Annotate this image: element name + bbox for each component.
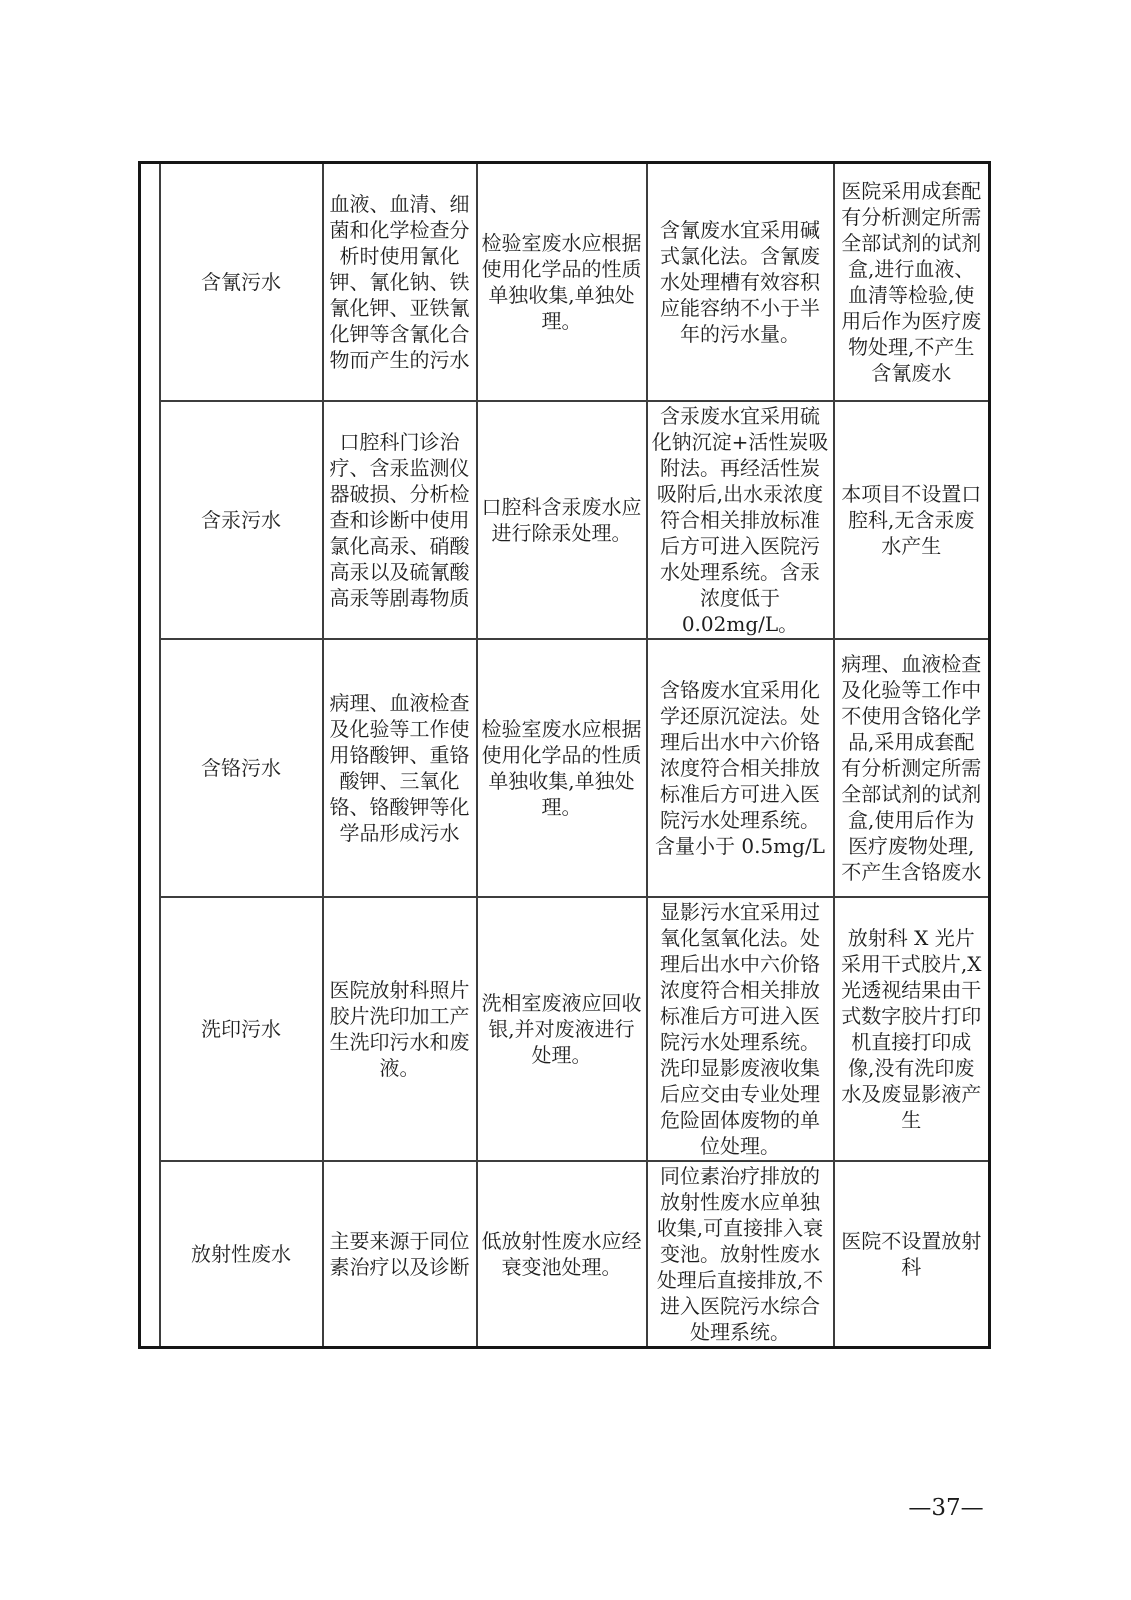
cell-r5-collection: 低放射性废水应经衰变池处理。 <box>477 1161 647 1348</box>
table-row <box>140 897 990 1161</box>
cell-r1-treatment: 含氰废水宜采用碱式氯化法。含氰废水处理槽有效容积应能容纳不小于半年的污水量。 <box>647 163 834 401</box>
cell-r5-source: 主要来源于同位素治疗以及诊断 <box>323 1161 477 1348</box>
table-row <box>140 639 990 897</box>
cell-r2-collection: 口腔科含汞废水应进行除汞处理。 <box>477 401 647 639</box>
cell-r1-collection: 检验室废水应根据使用化学品的性质单独收集,单独处理。 <box>477 163 647 401</box>
wastewater-table <box>138 161 991 1349</box>
page-number: —37— <box>908 1495 984 1521</box>
cell-r1-remark: 医院采用成套配有分析测定所需全部试剂的试剂盒,进行血液、血清等检验,使用后作为医疗废物处理,不产生含氰废水 <box>834 163 990 401</box>
cell-r1-source: 血液、血清、细菌和化学检查分析时使用氰化钾、氰化钠、铁氰化钾、亚铁氰化钾等含氰化合物而产生的污水 <box>323 163 477 401</box>
cell-r5-remark: 医院不设置放射科 <box>834 1161 990 1348</box>
cell-r5-category: 放射性废水 <box>160 1161 323 1348</box>
table-row <box>140 401 990 639</box>
cell-r4-treatment: 显影污水宜采用过氧化氢氧化法。处理后出水中六价铬浓度符合相关排放标准后方可进入医院污水处理系统。洗印显影废液收集后应交由专业处理危险固体废物的单位处理。 <box>647 897 834 1161</box>
cell-r1-category: 含氰污水 <box>160 163 323 401</box>
cell-r3-treatment: 含铬废水宜采用化学还原沉淀法。处理后出水中六价铬浓度符合相关排放标准后方可进入医院污水处理系统。含量小于 0.5mg/L <box>647 639 834 897</box>
cell-r2-source: 口腔科门诊治疗、含汞监测仪器破损、分析检查和诊断中使用氯化高汞、硝酸高汞以及硫氰酸高汞等剧毒物质 <box>323 401 477 639</box>
cell-r4-collection: 洗相室废液应回收银,并对废液进行处理。 <box>477 897 647 1161</box>
cell-r4-category: 洗印污水 <box>160 897 323 1161</box>
cell-r3-category: 含铬污水 <box>160 639 323 897</box>
cell-r3-collection: 检验室废水应根据使用化学品的性质单独收集,单独处理。 <box>477 639 647 897</box>
left-spanner-cell <box>140 163 160 1348</box>
cell-r4-source: 医院放射科照片胶片洗印加工产生洗印污水和废液。 <box>323 897 477 1161</box>
cell-r2-category: 含汞污水 <box>160 401 323 639</box>
cell-r2-remark: 本项目不设置口腔科,无含汞废水产生 <box>834 401 990 639</box>
cell-r5-treatment: 同位素治疗排放的放射性废水应单独收集,可直接排入衰变池。放射性废水处理后直接排放,不进入医院污水综合处理系统。 <box>647 1161 834 1348</box>
table-row <box>140 163 990 401</box>
cell-r4-remark: 放射科 X 光片采用干式胶片,X 光透视结果由干式数字胶片打印机直接打印成像,没有洗印废水及废显影液产生 <box>834 897 990 1161</box>
cell-r2-treatment: 含汞废水宜采用硫化钠沉淀+活性炭吸附法。再经活性炭吸附后,出水汞浓度符合相关排放标准后方可进入医院污水处理系统。含汞浓度低于 0.02mg/L。 <box>647 401 834 639</box>
cell-r3-source: 病理、血液检查及化验等工作使用铬酸钾、重铬酸钾、三氧化铬、铬酸钾等化学品形成污水 <box>323 639 477 897</box>
table-row <box>140 1161 990 1348</box>
cell-r3-remark: 病理、血液检查及化验等工作中不使用含铬化学品,采用成套配有分析测定所需全部试剂的试剂盒,使用后作为医疗废物处理,不产生含铬废水 <box>834 639 990 897</box>
